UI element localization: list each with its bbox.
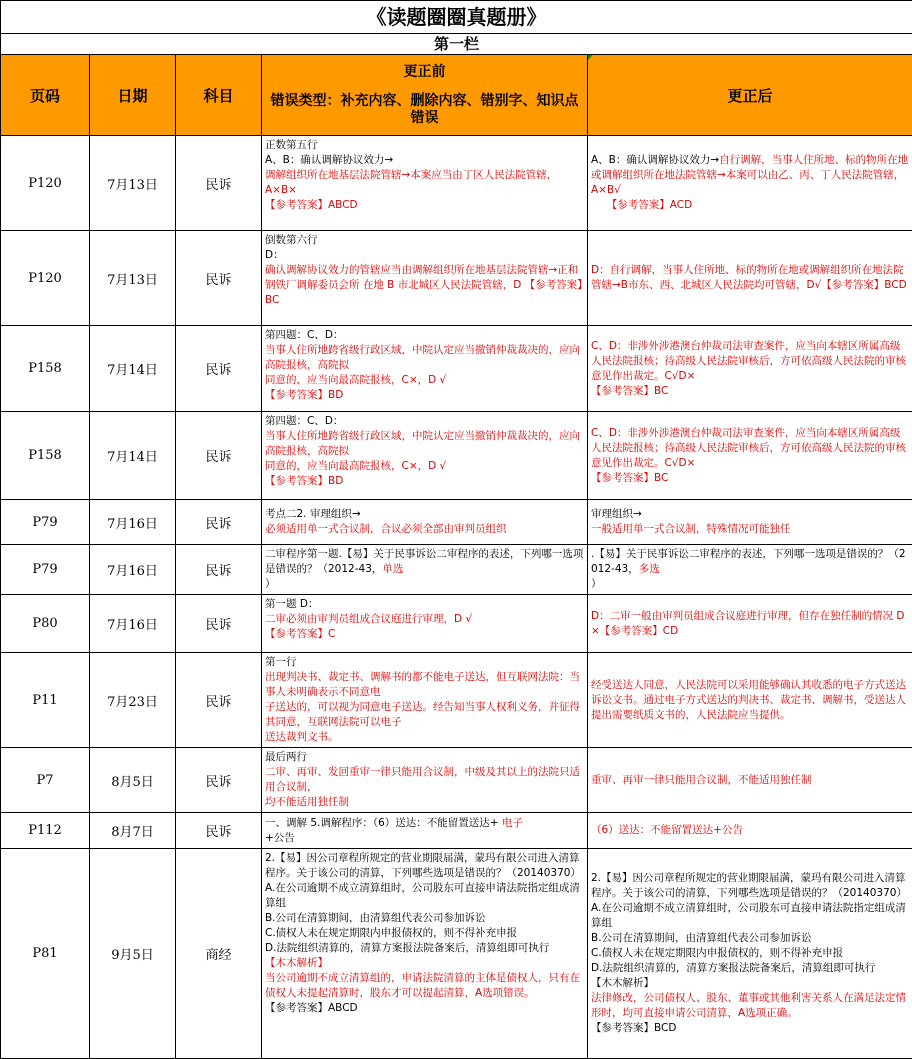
text-segment: （6）送达：不能留置送达+公告 bbox=[591, 823, 909, 838]
text-segment: +公告 bbox=[265, 831, 584, 846]
row-date: 7月14日 bbox=[90, 412, 176, 500]
row-subject: 民诉 bbox=[176, 813, 262, 849]
text-segment: B.公司在清算期间，由清算组代表公司参加诉讼 bbox=[265, 911, 584, 926]
row-after-text bbox=[588, 136, 912, 231]
column-title: 第一栏 bbox=[1, 34, 912, 55]
table-body bbox=[1, 136, 912, 1059]
header-row bbox=[1, 55, 912, 136]
row-before-text bbox=[262, 412, 588, 500]
text-segment: 第一行 bbox=[265, 656, 297, 668]
row-subject: 商经 bbox=[176, 849, 262, 1059]
text-segment: 【参考答案】ABCD bbox=[265, 198, 584, 213]
row-page: P79 bbox=[1, 545, 90, 595]
text-segment: B.公司在清算期间，由清算组代表公司参加诉讼 bbox=[591, 931, 909, 946]
text-segment: 【参考答案】BC bbox=[591, 384, 909, 399]
row-before-text bbox=[262, 748, 588, 813]
text-segment: C、D：非涉外涉港澳台仲裁司法审查案件，应当向本辖区所属高级人民法院报核；待高级人民法院审核后，方可依高级人民法院的审核意见作出裁定。C√D× bbox=[591, 426, 909, 471]
text-segment: 2.【易】因公司章程所规定的营业期限届满，蒙玛有限公司进入清算程序。关于该公司的清算，下列哪些选项是错误的？（20140370） bbox=[265, 851, 584, 881]
row-page: P120 bbox=[1, 231, 90, 326]
text-segment: A.在公司逾期不成立清算组时，公司股东可直接申请法院指定组成清算组 bbox=[591, 901, 909, 931]
table-row bbox=[1, 595, 912, 653]
text-segment: 【木木解析】 bbox=[591, 976, 909, 991]
row-date: 8月7日 bbox=[90, 813, 176, 849]
row-page: P81 bbox=[1, 849, 90, 1059]
text-segment: 倒数第六行 bbox=[265, 233, 584, 248]
table-row bbox=[1, 412, 912, 500]
header-before bbox=[262, 55, 588, 136]
text-segment: D.法院组织清算的，清算方案报法院备案后，清算组即可执行 bbox=[591, 961, 909, 976]
text-segment: 一、调解 5.调解程序：（6）送达：不能留置送达+ bbox=[265, 817, 502, 829]
header-before-error-types: 错误类型：补充内容、删除内容、错别字、知识点错误 bbox=[262, 93, 587, 127]
row-subject: 民诉 bbox=[176, 545, 262, 595]
text-segment: A、B：确认调解协议效力→ bbox=[591, 154, 719, 166]
text-segment: 第一题 D： bbox=[265, 598, 318, 610]
table-row bbox=[1, 748, 912, 813]
table-row bbox=[1, 136, 912, 231]
text-segment: C.债权人未在规定期限内申报债权的，则不得补充申报 bbox=[591, 946, 909, 961]
text-segment: 审理组织→ bbox=[591, 508, 642, 520]
table-row bbox=[1, 849, 912, 1059]
text-segment: 重审、再审一律只能用合议制，不能适用独任制 bbox=[591, 773, 909, 788]
text-segment: 电子 bbox=[502, 817, 523, 829]
table-row bbox=[1, 500, 912, 545]
text-segment: 二审必须由审判员组成合议庭进行审理，D √ bbox=[265, 612, 584, 627]
row-before-text bbox=[262, 595, 588, 653]
header-after: 更正后 bbox=[588, 55, 912, 136]
text-segment: D.法院组织清算的，清算方案报法院备案后，清算组即可执行 bbox=[265, 941, 584, 956]
row-before-text bbox=[262, 500, 588, 545]
text-segment: ） bbox=[591, 577, 909, 592]
row-after-text bbox=[588, 849, 912, 1059]
text-segment: 当事人住所地跨省级行政区域，中院认定应当撤销仲裁裁决的，应向高院报核，高院拟 bbox=[265, 429, 584, 459]
row-before-text bbox=[262, 545, 588, 595]
text-segment: 【参考答案】BD bbox=[265, 388, 584, 403]
row-date: 7月13日 bbox=[90, 136, 176, 231]
text-segment: 【参考答案】BC bbox=[591, 471, 909, 486]
row-subject: 民诉 bbox=[176, 748, 262, 813]
table-row bbox=[1, 653, 912, 748]
header-subject: 科目 bbox=[176, 55, 262, 136]
text-segment: D：自行调解，当事人住所地、标的物所在地或调解组织所在地法院管辖→B市东、西、北城区人民法院均可管辖，D√【参考答案】BCD bbox=[591, 263, 909, 293]
text-segment: 必须适用单一式合议制，合议必须全部由审判员组织 bbox=[265, 522, 584, 537]
row-after-text bbox=[588, 500, 912, 545]
text-segment: 当公司逾期不成立清算组的，申请法院清算的主体是债权人，只有在债权人未提起清算时，股东才可以提起清算，A选项错误。 bbox=[265, 971, 584, 1001]
text-segment: 自行调解，当事人住所地、标的物所在地或调解组织所在地法院管辖→本案可以由乙、丙、丁人民法院管辖，A×B√ bbox=[591, 154, 908, 196]
text-segment: .【易】关于民事诉讼二审程序的表述，下列哪一选项是错误的？（2012-43， bbox=[591, 548, 906, 575]
row-page: P11 bbox=[1, 653, 90, 748]
text-segment: 【参考答案】BD bbox=[265, 474, 584, 489]
row-subject: 民诉 bbox=[176, 136, 262, 231]
table-row bbox=[1, 545, 912, 595]
text-segment: D： bbox=[265, 249, 284, 261]
row-subject: 民诉 bbox=[176, 231, 262, 326]
text-segment: A×B× bbox=[265, 183, 584, 198]
row-page: P112 bbox=[1, 813, 90, 849]
text-segment: 经受送达人同意，人民法院可以采用能够确认其收悉的电子方式送达诉讼文书。通过电子方式送达的判决书、裁定书、调解书，受送达人提出需要纸质文书的，人民法院应当提供。 bbox=[591, 678, 909, 723]
text-segment: 确认调解协议效力的管辖应当由调解组织所在地基层法院管辖→正和钢铁厂调解委员会所 在地 B 市北城区人民法院管辖，D 【参考答案】BC bbox=[265, 263, 584, 308]
row-page: P7 bbox=[1, 748, 90, 813]
row-date: 9月5日 bbox=[90, 849, 176, 1059]
row-date: 7月16日 bbox=[90, 595, 176, 653]
text-segment: 【参考答案】ACD bbox=[591, 198, 909, 213]
row-date: 7月16日 bbox=[90, 500, 176, 545]
header-page: 页码 bbox=[1, 55, 90, 136]
row-date: 7月14日 bbox=[90, 326, 176, 412]
text-segment: 调解组织所在地基层法院管辖→本案应当由丁区人民法院管辖， bbox=[265, 168, 584, 183]
row-page: P158 bbox=[1, 326, 90, 412]
text-segment: 出现判决书、裁定书、调解书的都不能电子送达，但互联网法院：当事人未明确表示不同意电 bbox=[265, 670, 584, 700]
text-segment: 正数第五行 bbox=[265, 138, 584, 153]
text-segment: 第四题：C、D： bbox=[265, 329, 343, 341]
row-subject: 民诉 bbox=[176, 653, 262, 748]
row-date: 8月5日 bbox=[90, 748, 176, 813]
text-segment: 送达裁判文书。 bbox=[265, 730, 584, 745]
text-segment: A.在公司逾期不成立清算组时，公司股东可直接申请法院指定组成清算组 bbox=[265, 881, 584, 911]
text-segment: 最后两行 bbox=[265, 751, 307, 763]
text-segment: 考点二2. 审理组织→ bbox=[265, 508, 361, 520]
text-segment: 同意的，应当向最高院报核，C×，D √ bbox=[265, 373, 584, 388]
text-segment: 【参考答案】C bbox=[265, 627, 584, 642]
text-segment: C.债权人未在规定期限内申报债权的，则不得补充申报 bbox=[265, 926, 584, 941]
row-after-text bbox=[588, 748, 912, 813]
header-before-title: 更正前 bbox=[262, 64, 587, 81]
text-segment: C、D：非涉外涉港澳台仲裁司法审查案件，应当向本辖区所属高级人民法院报核；待高级人民法院审核后，方可依高级人民法院的审核意见作出裁定。C√D× bbox=[591, 339, 909, 384]
text-segment: 【参考答案】BCD bbox=[591, 1021, 909, 1036]
text-segment: 当事人住所地跨省级行政区域，中院认定应当撤销仲裁裁决的，应向高院报核，高院拟 bbox=[265, 343, 584, 373]
row-after-text bbox=[588, 595, 912, 653]
text-segment: 同意的，应当向最高院报核，C×，D √ bbox=[265, 459, 584, 474]
table-row bbox=[1, 326, 912, 412]
row-date: 7月16日 bbox=[90, 545, 176, 595]
row-subject: 民诉 bbox=[176, 500, 262, 545]
text-segment: 二审、再审、发回重审一律只能用合议制，中级及其以上的法院只适用合议制， bbox=[265, 765, 584, 795]
row-after-text bbox=[588, 653, 912, 748]
row-date: 7月13日 bbox=[90, 231, 176, 326]
text-segment: 【木木解析】 bbox=[265, 956, 584, 971]
page-title: 《读题圈圈真题册》 bbox=[1, 1, 912, 34]
row-after-text bbox=[588, 545, 912, 595]
row-before-text bbox=[262, 813, 588, 849]
text-segment: 第四题：C、D： bbox=[265, 415, 343, 427]
table-row bbox=[1, 813, 912, 849]
text-segment: 子送达的，可以视为同意电子送达。经告知当事人权利义务，并征得其同意，互联网法院可以电子 bbox=[265, 700, 584, 730]
row-subject: 民诉 bbox=[176, 412, 262, 500]
row-before-text bbox=[262, 231, 588, 326]
text-segment: 单选 bbox=[382, 563, 403, 575]
row-before-text bbox=[262, 136, 588, 231]
table-row bbox=[1, 231, 912, 326]
row-date: 7月23日 bbox=[90, 653, 176, 748]
row-page: P120 bbox=[1, 136, 90, 231]
header-date: 日期 bbox=[90, 55, 176, 136]
row-page: P79 bbox=[1, 500, 90, 545]
text-segment: 均不能适用独任制 bbox=[265, 795, 584, 810]
text-segment: 多选 bbox=[639, 563, 660, 575]
row-before-text bbox=[262, 326, 588, 412]
text-segment: 二审程序第一题.【易】关于民事诉讼二审程序的表述，下列哪一选项是错误的？（2012-43， bbox=[265, 548, 583, 575]
row-page: P80 bbox=[1, 595, 90, 653]
row-after-text bbox=[588, 231, 912, 326]
text-segment: A、B：确认调解协议效力→ bbox=[265, 154, 393, 166]
text-segment: 一般适用单一式合议制，特殊情况可能独任 bbox=[591, 522, 909, 537]
text-segment: 2.【易】因公司章程所规定的营业期限届满，蒙玛有限公司进入清算程序。关于该公司的清算，下列哪些选项是错误的？（20140370） bbox=[591, 871, 909, 901]
text-segment: 【参考答案】ABCD bbox=[265, 1001, 584, 1016]
row-after-text bbox=[588, 412, 912, 500]
text-segment: D：二审一般由审判员组成合议庭进行审理，但存在独任制的情况 D×【参考答案】CD bbox=[591, 609, 909, 639]
text-segment: ） bbox=[265, 577, 584, 592]
text-segment: 法律修改，公司债权人、股东、董事或其他利害关系人在满足法定情形时，均可直接申请公司清算，A选项正确。 bbox=[591, 991, 909, 1021]
row-subject: 民诉 bbox=[176, 326, 262, 412]
row-after-text bbox=[588, 326, 912, 412]
row-page: P158 bbox=[1, 412, 90, 500]
row-after-text bbox=[588, 813, 912, 849]
row-subject: 民诉 bbox=[176, 595, 262, 653]
row-before-text bbox=[262, 849, 588, 1059]
row-before-text bbox=[262, 653, 588, 748]
